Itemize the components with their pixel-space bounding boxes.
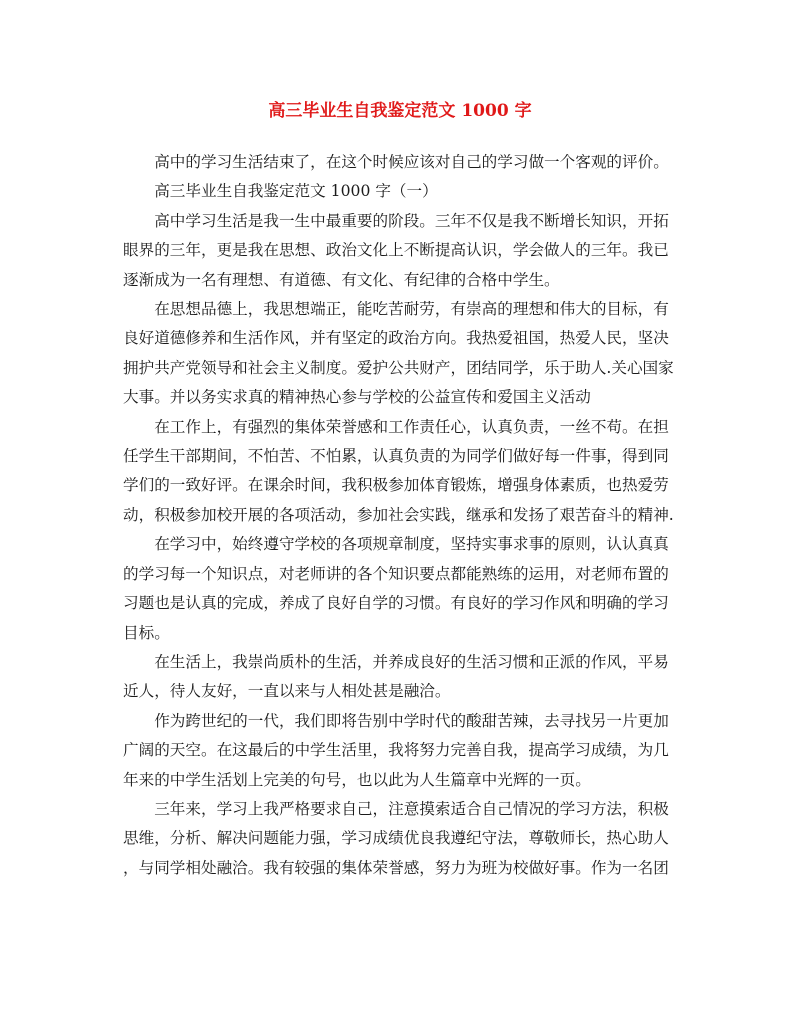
text-line: 眼界的三年，更是我在思想、政治文化上不断提高认识，学会做人的三年。我已 [123, 241, 669, 260]
text-line: 任学生干部期间，不怕苦、不怕累，认真负责的为同学们做好每一件事，得到同 [123, 447, 669, 466]
text-line: 良好道德修养和生活作风，并有坚定的政治方向。我热爱祖国，热爱人民，坚决 [123, 329, 669, 348]
text-line: 拥护共产党领导和社会主义制度。爱护公共财产，团结同学，乐于助人.关心国家 [123, 358, 674, 377]
paragraph [123, 413, 678, 531]
text-line: 学们的一致好评。在课余时间，我积极参加体育锻炼，增强身体素质，也热爱劳 [123, 476, 669, 495]
document-title: 高三毕业生自我鉴定范文 1000 字 [268, 101, 532, 121]
document-body [123, 148, 678, 883]
text-line: 在生活上，我崇尚质朴的生活，并养成良好的生活习惯和正派的作风，平易 [154, 652, 669, 671]
paragraph [123, 795, 678, 883]
text-line: 的学习每一个知识点，对老师讲的各个知识要点都能熟练的运用，对老师布置的 [123, 564, 669, 583]
paragraph [123, 148, 678, 177]
paragraph [123, 530, 678, 648]
text-line: 广阔的天空。在这最后的中学生活里，我将努力完善自我，提高学习成绩，为几 [123, 741, 669, 760]
text-line: 在思想品德上，我思想端正，能吃苦耐劳，有崇高的理想和伟大的目标，有 [154, 300, 669, 319]
text-line: 大事。并以务实求真的精神热心参与学校的公益宣传和爱国主义活动 [123, 388, 591, 407]
text-line: 年来的中学生活划上完美的句号，也以此为人生篇章中光辉的一页。 [123, 770, 591, 789]
paragraph [123, 295, 678, 413]
paragraph [123, 707, 678, 795]
text-line: 习题也是认真的完成，养成了良好自学的习惯。有良好的学习作风和明确的学习 [123, 594, 669, 613]
text-line: ，与同学相处融洽。我有较强的集体荣誉感，努力为班为校做好事。作为一名团 [123, 858, 669, 877]
text-line: 高三毕业生自我鉴定范文 1000 字（一） [154, 182, 438, 201]
text-line: 目标。 [123, 623, 170, 642]
text-line: 作为跨世纪的一代，我们即将告别中学时代的酸甜苦辣，去寻找另一片更加 [154, 711, 669, 730]
text-line: 思维，分析、解决问题能力强，学习成绩优良我遵纪守法，尊敬师长，热心助人 [123, 829, 669, 848]
text-line: 近人，待人友好，一直以来与人相处甚是融洽。 [123, 682, 451, 701]
paragraph [123, 648, 678, 707]
text-line: 三年来，学习上我严格要求自己，注意摸索适合自己情况的学习方法，积极 [154, 799, 669, 818]
text-line: 动，积极参加校开展的各项活动，参加社会实践，继承和发扬了艰苦奋斗的精神. [123, 505, 674, 524]
text-line: 在学习中，始终遵守学校的各项规章制度，坚持实事求事的原则，认认真真 [154, 535, 669, 554]
text-line: 逐渐成为一名有理想、有道德、有文化、有纪律的合格中学生。 [123, 270, 560, 289]
paragraph [123, 207, 678, 295]
section-heading [123, 177, 678, 206]
text-line: 高中学习生活是我一生中最重要的阶段。三年不仅是我不断增长知识，开拓 [154, 211, 669, 230]
text-line: 在工作上，有强烈的集体荣誉感和工作责任心，认真负责，一丝不苟。在担 [154, 417, 669, 436]
text-line: 高中的学习生活结束了，在这个时候应该对自己的学习做一个客观的评价。 [154, 153, 669, 171]
